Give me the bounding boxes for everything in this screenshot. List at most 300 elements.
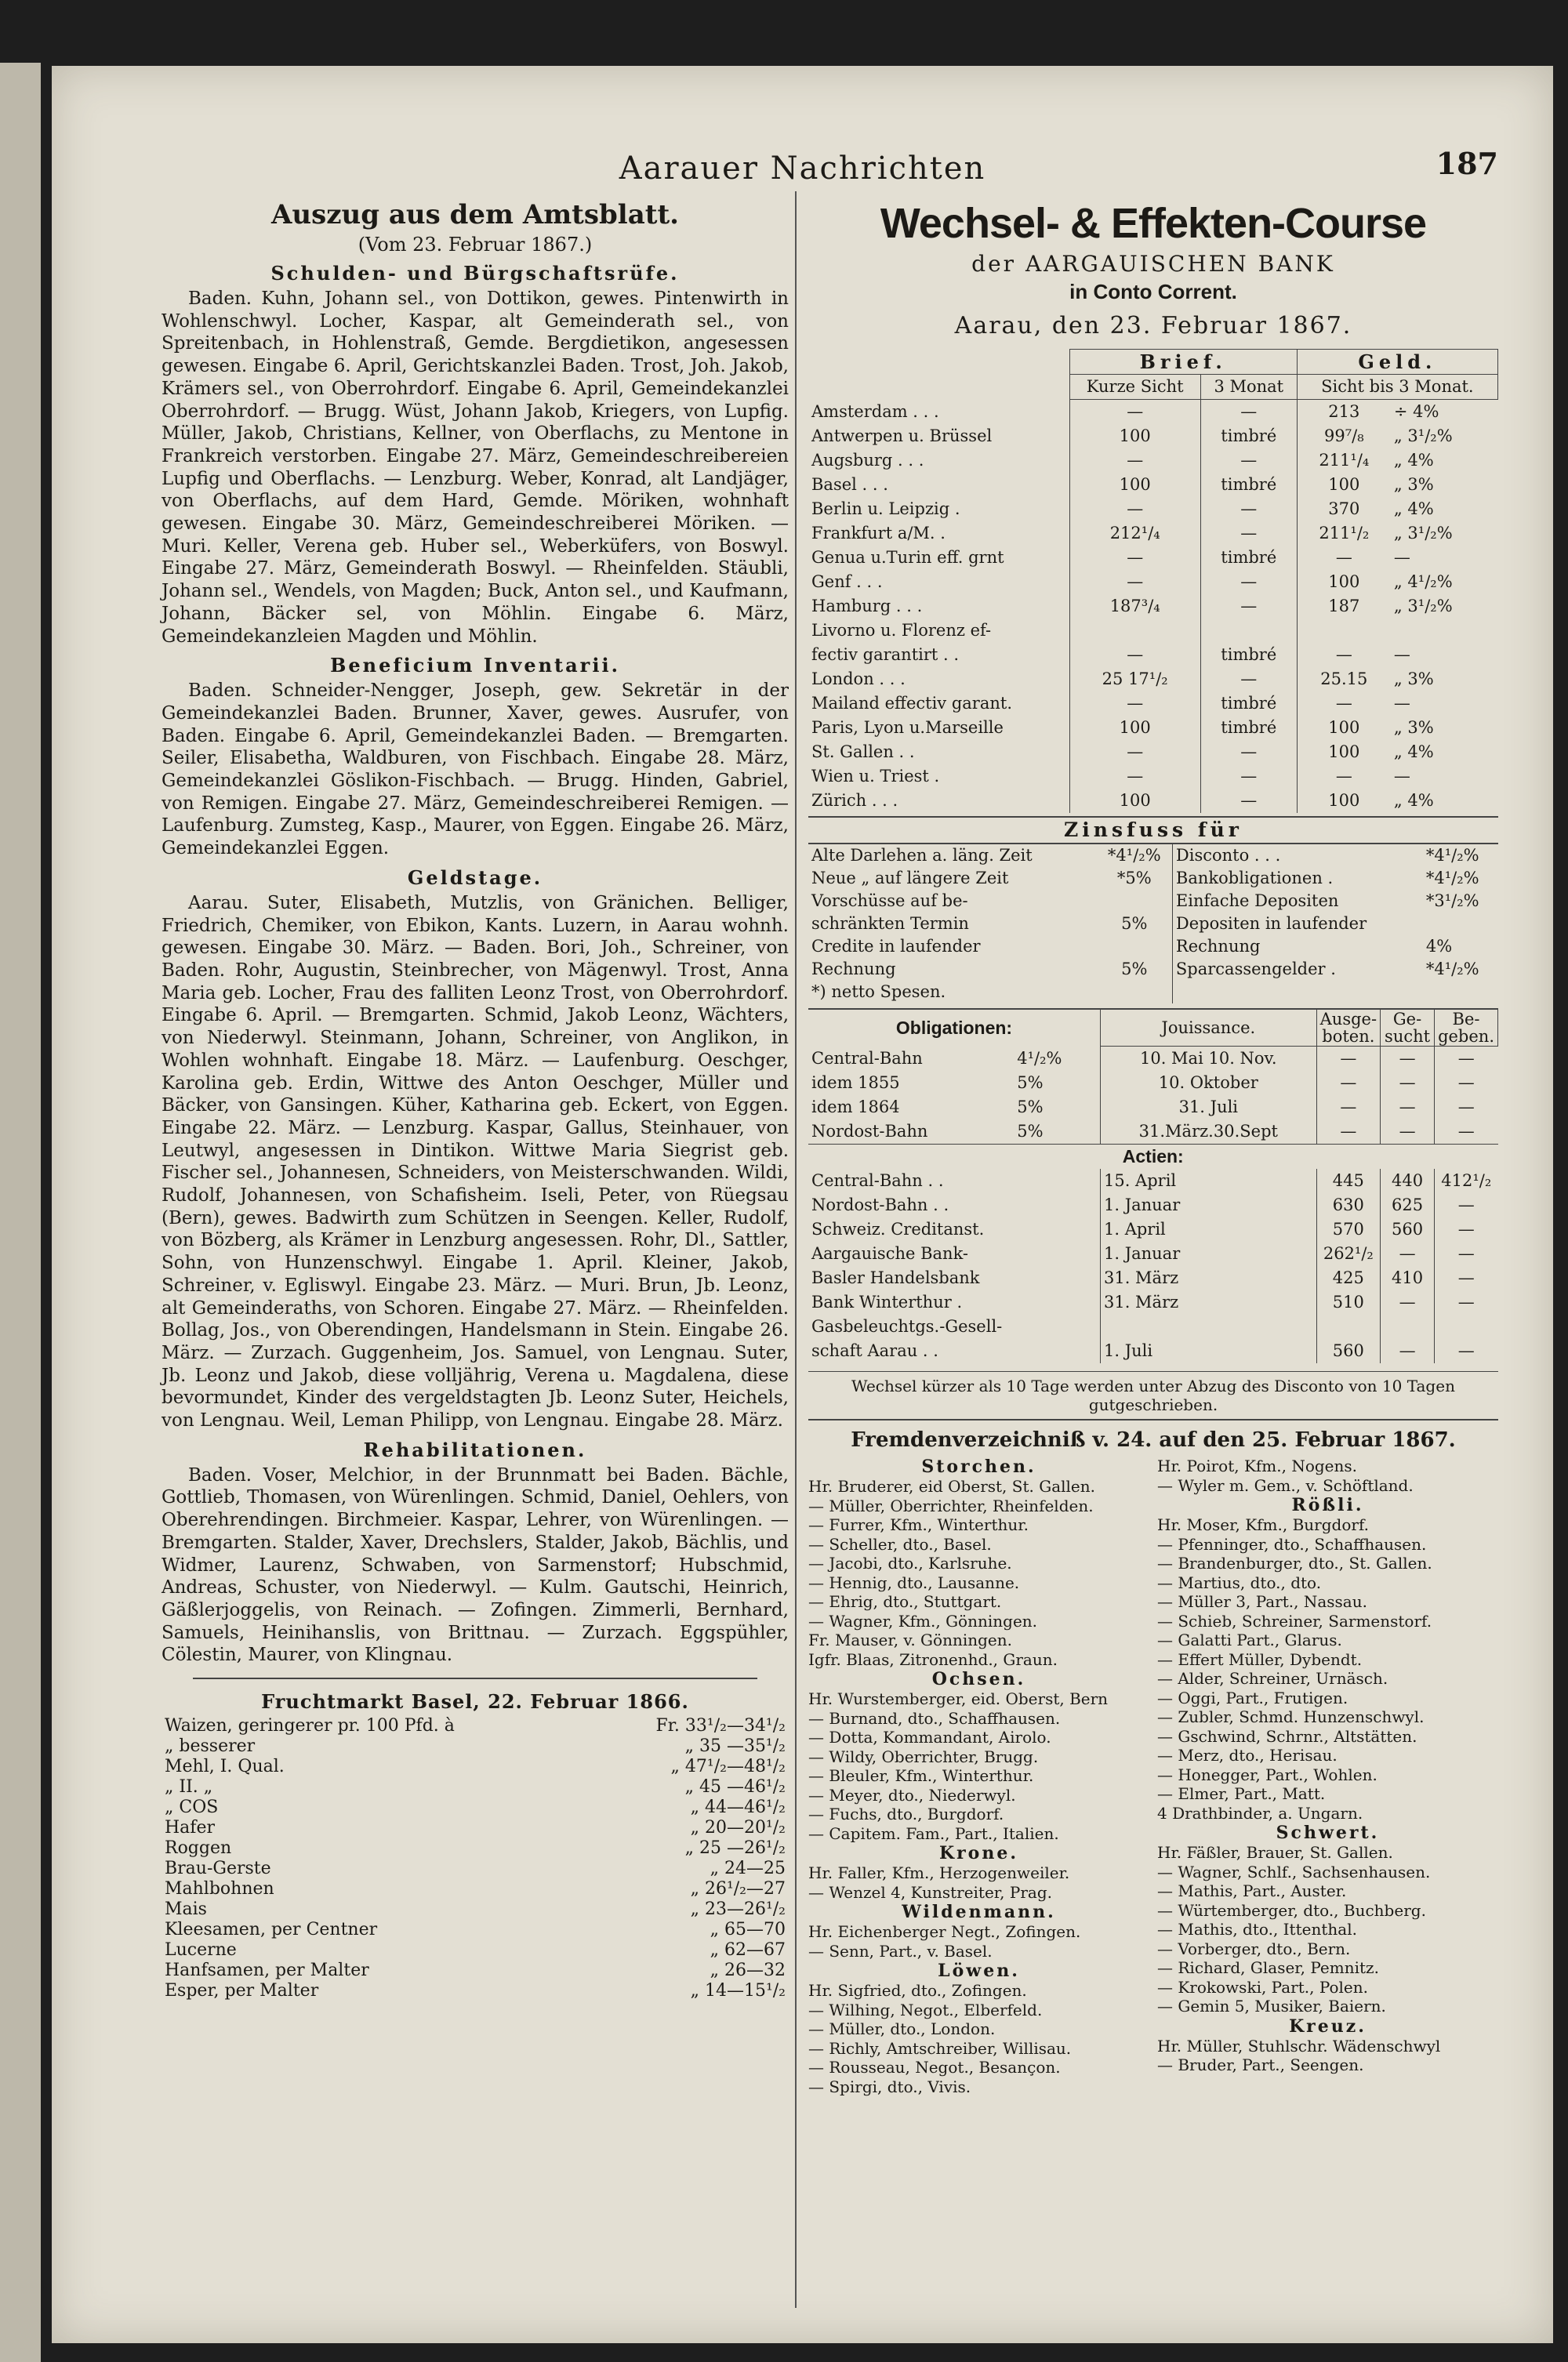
wechsel-note: Wechsel kürzer als 10 Tage werden unter Abzug des Disconto von 10 Tagen gutgeschrieben. — [808, 1371, 1498, 1420]
obligation-name: idem 1864 — [811, 1098, 900, 1116]
rate-row — [808, 424, 1498, 448]
actie-gesucht: 560 — [1381, 1217, 1435, 1242]
zins-rate: 4% — [1425, 937, 1453, 956]
rate-kurze-sicht: — — [1069, 448, 1200, 473]
zins-label: Credite in laufender — [811, 937, 981, 956]
obligation-ausgeboten: — — [1316, 1119, 1380, 1145]
actie-ausgeboten: 630 — [1316, 1193, 1380, 1217]
obligationen-heading: Obligationen: — [895, 1017, 1013, 1038]
column-divider — [795, 191, 797, 2308]
rate-kurze-sicht: 187³/₄ — [1069, 594, 1200, 619]
fruchtmarkt-row — [162, 1899, 789, 1920]
actien-heading: Actien: — [808, 1145, 1498, 1170]
rate-kurze-sicht: 25 17¹/₂ — [1069, 667, 1200, 691]
obligation-ausgeboten: — — [1316, 1095, 1380, 1119]
zins-rate: *4¹/₂% — [1107, 846, 1161, 865]
rate-kurze-sicht: — — [1069, 570, 1200, 594]
rate-kurze-sicht: — — [1069, 740, 1200, 764]
course-date: Aarau, den 23. Februar 1867. — [954, 312, 1352, 339]
fremdenverzeichnis-title: Fremdenverzeichniß v. 24. auf den 25. Februar 1867. — [851, 1428, 1456, 1452]
actie-jouissance — [1100, 1315, 1316, 1339]
rate-row — [808, 521, 1498, 546]
rate-kurze-sicht: 100 — [1069, 716, 1200, 740]
rate-geld: — — [1297, 764, 1391, 789]
fruchtmarkt-row — [162, 1757, 789, 1777]
rate-row — [808, 764, 1498, 789]
rate-discount: — — [1393, 645, 1410, 664]
rate-discount: „ 4% — [1393, 499, 1434, 518]
rate-discount: „ 3% — [1393, 669, 1434, 688]
rate-row — [808, 473, 1498, 497]
rate-row — [808, 546, 1498, 570]
guest-entry: — Capitem. Fam., Part., Italien. — [808, 1823, 1059, 1843]
zins-row — [808, 867, 1498, 890]
frucht-price: „ 26¹/₂—27 — [690, 1879, 786, 1899]
frucht-item: Waizen, geringerer pr. 100 Pfd. à — [165, 1716, 455, 1736]
guest-entry: Hr. Moser, Kfm., Burgdorf. — [1157, 1515, 1369, 1534]
zinsfuss-table — [808, 844, 1498, 1003]
zins-rate: *3¹/₂% — [1425, 891, 1479, 910]
running-header: Aarauer Nachrichten — [619, 151, 986, 187]
actie-gesucht: — — [1381, 1242, 1435, 1266]
rate-geld: 100 — [1297, 740, 1391, 764]
fremdenverzeichnis — [808, 1457, 1498, 2096]
actie-row — [808, 1266, 1498, 1290]
rate-drei-monat: — — [1200, 497, 1297, 521]
zins-label: Sparcassengelder . — [1172, 958, 1422, 981]
obligation-gegeben: — — [1435, 1119, 1498, 1145]
rate-discount: — — [1393, 548, 1410, 567]
fruchtmarkt-row — [162, 1859, 789, 1879]
frucht-item: Mahlbohnen — [165, 1879, 274, 1899]
rate-geld: 100 — [1297, 570, 1391, 594]
conto-line: in Conto Corrent. — [1069, 280, 1237, 303]
rate-row — [808, 691, 1498, 716]
actie-name: Aargauische Bank- — [811, 1244, 969, 1263]
rate-geld: — — [1297, 546, 1391, 570]
frucht-item: Brau-Gerste — [165, 1859, 271, 1879]
frucht-price: „ 45 —46¹/₂ — [684, 1777, 786, 1798]
guest-entry: — Richard, Glaser, Pemnitz. — [1157, 1958, 1379, 1977]
bank-name: der AARGAUISCHEN BANK — [971, 251, 1335, 277]
obligation-gesucht: — — [1381, 1071, 1435, 1095]
obligation-gesucht: — — [1381, 1119, 1435, 1145]
rate-row — [808, 643, 1498, 667]
guest-entry: — Müller 3, Part., Nassau. — [1157, 1592, 1367, 1611]
rate-row — [808, 716, 1498, 740]
rate-discount: ÷ 4% — [1393, 402, 1439, 421]
rate-drei-monat: — — [1200, 570, 1297, 594]
obligation-jouissance: 10. Oktober — [1100, 1071, 1316, 1095]
guest-entry: — Burnand, dto., Schaffhausen. — [808, 1708, 1061, 1728]
rate-row — [808, 570, 1498, 594]
guest-entry: — Bleuler, Kfm., Winterthur. — [808, 1766, 1034, 1785]
obligation-jouissance: 31.März.30.Sept — [1100, 1119, 1316, 1145]
actie-gegeben: — — [1435, 1290, 1498, 1315]
rate-kurze-sicht: 100 — [1069, 424, 1200, 448]
rate-drei-monat: timbré — [1200, 716, 1297, 740]
rate-drei-monat: — — [1200, 400, 1297, 425]
amtsblatt-title: Auszug aus dem Amtsblatt. — [271, 199, 679, 230]
guest-entry: Hr. Eichenberger Negt., Zofingen. — [808, 1922, 1081, 1941]
rate-place: Amsterdam . . . — [811, 401, 939, 421]
obligation-row — [808, 1071, 1498, 1095]
zins-rate — [1097, 935, 1173, 958]
guest-entry: — Fuchs, dto., Burgdorf. — [808, 1805, 1004, 1823]
zins-label: Einfache Depositen — [1172, 890, 1422, 913]
frucht-price: Fr. 33¹/₂—34¹/₂ — [655, 1716, 786, 1736]
zins-rate — [1423, 913, 1498, 935]
guest-entry: — Gemin 5, Musiker, Baiern. — [1157, 1997, 1386, 2016]
frucht-price: „ 25 —26¹/₂ — [684, 1838, 786, 1859]
rate-discount: „ 4% — [1393, 742, 1434, 761]
gesucht-header: Ge- sucht — [1381, 1009, 1435, 1047]
rate-geld: 370 — [1297, 497, 1391, 521]
rate-geld: — — [1297, 643, 1391, 667]
zins-row — [808, 958, 1498, 981]
zinsfuss-heading: Zinsfuss für — [808, 816, 1498, 844]
hotel-heading: Ochsen. — [931, 1669, 1026, 1689]
frucht-item: Mais — [165, 1899, 207, 1920]
obligation-jouissance: 10. Mai 10. Nov. — [1100, 1047, 1316, 1072]
rate-geld: 187 — [1297, 594, 1391, 619]
rate-place: Zürich . . . — [811, 791, 898, 810]
rate-discount — [1391, 619, 1498, 643]
guest-entry: — Effert Müller, Dybendt. — [1157, 1649, 1363, 1669]
rate-row — [808, 619, 1498, 643]
fruchtmarkt-row — [162, 1777, 789, 1798]
rate-discount: „ 4% — [1393, 451, 1434, 470]
rate-place: Genua u.Turin eff. grnt — [811, 548, 1004, 567]
actie-name: Nordost-Bahn . . — [811, 1196, 949, 1214]
zins-row — [808, 913, 1498, 935]
guest-entry: — Wagner, Schlf., Sachsenhausen. — [1157, 1862, 1431, 1881]
guest-entry: Hr. Fäßler, Brauer, St. Gallen. — [1157, 1843, 1393, 1862]
obligation-rate: 4¹/₂% — [1017, 1048, 1062, 1068]
actie-row — [808, 1169, 1498, 1193]
actie-gegeben: 412¹/₂ — [1435, 1169, 1498, 1193]
actie-jouissance: 31. März — [1100, 1290, 1316, 1315]
rate-discount: — — [1393, 694, 1410, 713]
obligation-gegeben: — — [1435, 1071, 1498, 1095]
guest-entry: — Vorberger, dto., Bern. — [1157, 1939, 1351, 1958]
rate-kurze-sicht: 100 — [1069, 473, 1200, 497]
rate-row — [808, 740, 1498, 764]
rate-drei-monat: — — [1200, 594, 1297, 619]
rate-drei-monat: — — [1200, 789, 1297, 813]
geldstage-text: Aarau. Suter, Elisabeth, Mutzlis, von Gränichen. Belliger, Friedrich, Chemiker, von Ebikon, Kants. Luzern, in Aarau wohnh. gewesen. Eingabe 30. März. — Baden. Bori, Joh., Schreiner, von Baden. Rohr, Augustin, Steinbrecher, von Mägenwyl. Trost, Anna Maria geb. Locher, Frau des falliten Leonz Trost, von Oberrohrdorf. Eingabe 6. April. — Bremgarten. Schmid, Jakob Leonz, Wächters, von Niederwyl. Steinmann, Johann, Schreiner, von Anglikon, in Wohlen wohnhaft. Eingabe 18. März. — Laufenburg. Oeschger, Karolina geb. Erdin, Wittwe des Anton Oeschger, Müller und Bäcker, von Gansingen. Küher, Katharina geb. Eckert, von Eggen. Eingabe 22. März. — Lenzburg. Kaspar, Gallus, Steinhauer, von Leutwyl, angesessen in Dintikon. Wittwe Maria Siegrist geb. Fischer sel., Johannesen, Schneiders, von Meisterschwanden. Wildi, Rudolf, Johannesen, von Schafisheim. Iseli, Peter, von Rüegsau (Bern), gewes. Badwirth zum Schützen in Seengen. Keller, Rudolf, von Bözberg, als Krämer in Lenzburg angesessen. Rohr, Dl., Sattler, Sohn, von Hunzenschwyl. Eingabe 1. April. Kleiner, Jakob, Schreiner, v. Egliswyl. Eingabe 23. März. — Muri. Brun, Jb. Leonz, alt Gemeinderaths, von Schoren. Eingabe 27. März. — Rheinfelden. Bollag, Jos., von Oberendingen, Handelsmann in Stein. Eingabe 26. März. — Zurzach. Guggenheim, Jos. Samuel, von Lengnau. Suter, Jb. Leonz und Jakob, diese volljährig, Verena u. Magdalena, diese bevormundet, Kinder des vergeldstagten Jb. Leonz Suter, Heichels, von Lengnau. Weil, Leman Philipp, von Lengnau. Eingabe 28. März. — [162, 892, 789, 1431]
actie-jouissance: 1. Januar — [1100, 1242, 1316, 1266]
frucht-item: „ besserer — [165, 1736, 256, 1757]
fruchtmarkt-row — [162, 1940, 789, 1961]
guest-entry: — Zubler, Schmd. Hunzenschwyl. — [1157, 1707, 1425, 1726]
actie-name: Basler Handelsbank — [811, 1268, 980, 1287]
actie-gesucht — [1381, 1315, 1435, 1339]
fruchtmarkt-row — [162, 1736, 789, 1757]
hotel-heading: Wildenmann. — [902, 1902, 1056, 1922]
zins-label: schränkten Termin — [811, 914, 969, 933]
zins-rate: *4¹/₂% — [1425, 869, 1479, 887]
rate-kurze-sicht: — — [1069, 764, 1200, 789]
actie-jouissance: 1. Januar — [1100, 1193, 1316, 1217]
obligation-rate: 5% — [1017, 1073, 1044, 1092]
actie-ausgeboten: 445 — [1316, 1169, 1380, 1193]
guest-entry: — Wyler m. Gem., v. Schöftland. — [1157, 1475, 1414, 1495]
rate-geld: — — [1297, 691, 1391, 716]
hotel-heading: Krone. — [938, 1843, 1019, 1863]
guest-entry: — Spirgi, dto., Vivis. — [808, 2077, 971, 2096]
rate-drei-monat: — — [1200, 448, 1297, 473]
frucht-price: „ 65—70 — [710, 1920, 786, 1940]
actie-jouissance: 31. März — [1100, 1266, 1316, 1290]
zins-row — [808, 890, 1498, 913]
frucht-item: Hanfsamen, per Malter — [165, 1961, 369, 1981]
zins-rate — [1423, 981, 1498, 1003]
guest-entry: — Wildy, Oberrichter, Brugg. — [808, 1747, 1039, 1766]
guest-entry: Hr. Bruderer, eid Oberst, St. Gallen. — [808, 1477, 1095, 1496]
rate-discount: „ 3% — [1393, 718, 1434, 737]
actie-gegeben: — — [1435, 1217, 1498, 1242]
guest-entry: — Martius, dto., dto. — [1157, 1573, 1322, 1592]
rate-drei-monat — [1200, 619, 1297, 643]
rate-kurze-sicht: — — [1069, 400, 1200, 425]
guest-entry: — Richly, Amtschreiber, Willisau. — [808, 2038, 1072, 2058]
guest-entry: — Brandenburger, dto., St. Gallen. — [1157, 1554, 1432, 1573]
guest-entry: — Wilhing, Negot., Elberfeld. — [808, 2000, 1043, 2019]
rate-drei-monat: — — [1200, 667, 1297, 691]
guest-entry: — Oggi, Part., Frutigen. — [1157, 1688, 1348, 1707]
rate-place: Antwerpen u. Brüssel — [811, 426, 993, 445]
fruchtmarkt-row — [162, 1716, 789, 1736]
fruchtmarkt-row — [162, 1920, 789, 1940]
actie-row — [808, 1242, 1498, 1266]
rate-drei-monat: — — [1200, 521, 1297, 546]
frucht-price: „ 23—26¹/₂ — [690, 1899, 786, 1920]
actie-ausgeboten — [1316, 1315, 1380, 1339]
rate-geld: 100 — [1297, 789, 1391, 813]
rate-geld: 213 — [1297, 400, 1391, 425]
right-column — [808, 199, 1498, 2096]
actie-ausgeboten: 570 — [1316, 1217, 1380, 1242]
rate-kurze-sicht: — — [1069, 546, 1200, 570]
guest-entry: Fr. Mauser, v. Gönningen. — [808, 1631, 1012, 1649]
frucht-price: „ 44—46¹/₂ — [690, 1798, 786, 1818]
frucht-price: „ 14—15¹/₂ — [690, 1981, 786, 2001]
hotel-heading: Löwen. — [938, 1961, 1020, 1981]
guest-entry: — Ehrig, dto., Stuttgart. — [808, 1592, 1002, 1611]
drei-monat-header: 3 Monat — [1200, 375, 1297, 400]
obligation-gegeben: — — [1435, 1047, 1498, 1072]
guest-entry: — Müller, dto., London. — [808, 2019, 996, 2038]
rate-discount: — — [1393, 767, 1410, 786]
rate-row — [808, 448, 1498, 473]
zins-rate: *5% — [1116, 869, 1152, 887]
zins-rate — [1097, 981, 1173, 1003]
zins-label: Rechnung — [811, 960, 896, 978]
obligation-row — [808, 1095, 1498, 1119]
rate-discount: „ 3¹/₂% — [1393, 524, 1453, 542]
actie-ausgeboten: 262¹/₂ — [1316, 1242, 1380, 1266]
obligation-jouissance: 31. Juli — [1100, 1095, 1316, 1119]
rate-row — [808, 497, 1498, 521]
guest-entry: — Krokowski, Part., Polen. — [1157, 1977, 1368, 1997]
obligation-row — [808, 1119, 1498, 1145]
actie-ausgeboten: 510 — [1316, 1290, 1380, 1315]
guest-entry: — Galatti Part., Glarus. — [1157, 1631, 1342, 1649]
zins-row — [808, 981, 1498, 1003]
rate-discount: „ 4% — [1393, 791, 1434, 810]
rate-kurze-sicht: 100 — [1069, 789, 1200, 813]
geld-header: Geld. — [1297, 350, 1497, 375]
guest-entry: — Mathis, Part., Auster. — [1157, 1881, 1347, 1900]
actie-row — [808, 1290, 1498, 1315]
guest-entry: Igfr. Blaas, Zitronenhd., Graun. — [808, 1649, 1058, 1669]
rate-geld: 211¹/₂ — [1297, 521, 1391, 546]
section-rule — [193, 1678, 757, 1679]
frucht-item: Mehl, I. Qual. — [165, 1757, 285, 1777]
guest-entry: — Pfenninger, dto., Schaffhausen. — [1157, 1534, 1427, 1554]
rate-kurze-sicht: — — [1069, 497, 1200, 521]
guest-entry: — Elmer, Part., Matt. — [1157, 1784, 1326, 1803]
guest-entry: Hr. Müller, Stuhlschr. Wädenschwyl — [1157, 2036, 1441, 2055]
beneficium-heading: Beneficium Inventarii. — [330, 654, 620, 677]
guest-entry: — Müller, Oberrichter, Rheinfelden. — [808, 1496, 1094, 1515]
rate-place: Wien u. Triest . — [811, 767, 940, 786]
fremden-right-column — [1157, 1457, 1498, 2096]
rate-row — [808, 667, 1498, 691]
rate-drei-monat: timbré — [1200, 643, 1297, 667]
rate-geld: 99⁷/₈ — [1297, 424, 1391, 448]
hotel-heading: Storchen. — [921, 1457, 1036, 1477]
guest-entry: — Gschwind, Schrnr., Altstätten. — [1157, 1726, 1417, 1746]
gegeben-header: Be- geben. — [1435, 1009, 1498, 1047]
ausgeboten-header: Ausge- boten. — [1316, 1009, 1380, 1047]
frucht-item: Hafer — [165, 1818, 215, 1838]
rate-place: Hamburg . . . — [811, 597, 923, 615]
rate-place: Basel . . . — [811, 475, 888, 494]
obligation-ausgeboten: — — [1316, 1071, 1380, 1095]
page-number: 187 — [1436, 146, 1498, 181]
rate-place: London . . . — [811, 669, 906, 688]
rate-drei-monat: — — [1200, 740, 1297, 764]
guest-entry: Hr. Wurstemberger, eid. Oberst, Bern — [808, 1689, 1109, 1708]
actie-name: Gasbeleuchtgs.-Gesell- — [811, 1317, 1003, 1336]
actie-row — [808, 1315, 1498, 1339]
guest-entry: — Würtemberger, dto., Buchberg. — [1157, 1900, 1426, 1920]
actie-gegeben: — — [1435, 1266, 1498, 1290]
zins-rate — [1097, 890, 1173, 913]
guest-entry: — Bruder, Part., Seengen. — [1157, 2055, 1364, 2074]
fruchtmarkt-row — [162, 1981, 789, 2001]
fruchtmarkt-title: Fruchtmarkt Basel, 22. Februar 1866. — [261, 1690, 689, 1714]
zins-label: Bankobligationen . — [1172, 867, 1422, 890]
actie-ausgeboten: 560 — [1316, 1339, 1380, 1363]
frucht-price: „ 47¹/₂—48¹/₂ — [670, 1757, 786, 1777]
zins-label: Disconto . . . — [1172, 844, 1422, 867]
actie-gegeben: — — [1435, 1242, 1498, 1266]
fruchtmarkt-row — [162, 1798, 789, 1818]
obligation-name: idem 1855 — [811, 1073, 900, 1092]
zins-row — [808, 844, 1498, 867]
schulden-heading: Schulden- und Bürgschaftsrüfe. — [270, 262, 680, 285]
rate-row — [808, 789, 1498, 813]
jouissance-header: Jouissance. — [1100, 1009, 1316, 1047]
frucht-price: „ 26—32 — [710, 1961, 786, 1981]
guest-entry: — Wagner, Kfm., Gönningen. — [808, 1611, 1038, 1631]
actie-row — [808, 1339, 1498, 1363]
fruchtmarkt-table — [162, 1716, 789, 2001]
guest-entry: — Wenzel 4, Kunstreiter, Prag. — [808, 1882, 1052, 1902]
obligation-gegeben: — — [1435, 1095, 1498, 1119]
frucht-price: „ 20—20¹/₂ — [690, 1818, 786, 1838]
fremden-left-column — [808, 1457, 1149, 2096]
zins-rate: 5% — [1121, 960, 1148, 978]
frucht-price: „ 35 —35¹/₂ — [684, 1736, 786, 1757]
amtsblatt-date: (Vom 23. Februar 1867.) — [358, 234, 593, 256]
actie-jouissance: 15. April — [1100, 1169, 1316, 1193]
actie-gegeben: — — [1435, 1339, 1498, 1363]
rate-discount: „ 3% — [1393, 475, 1434, 494]
kurze-sicht-header: Kurze Sicht — [1069, 375, 1200, 400]
guest-entry: — Hennig, dto., Lausanne. — [808, 1573, 1020, 1592]
frucht-item: „ II. „ — [165, 1777, 213, 1798]
guest-entry: — Furrer, Kfm., Winterthur. — [808, 1515, 1029, 1534]
rate-place: Frankfurt a/M. . — [811, 524, 946, 542]
obligation-name: Central-Bahn — [811, 1048, 923, 1068]
zins-label: Alte Darlehen a. läng. Zeit — [811, 846, 1033, 865]
rehabilitationen-heading: Rehabilitationen. — [363, 1438, 587, 1461]
actie-gesucht: 625 — [1381, 1193, 1435, 1217]
actie-row — [808, 1217, 1498, 1242]
securities-table — [808, 1008, 1498, 1363]
rate-geld: 100 — [1297, 473, 1391, 497]
rate-place: Mailand effectiv garant. — [811, 694, 1013, 713]
rate-geld — [1297, 619, 1391, 643]
schulden-text: Baden. Kuhn, Johann sel., von Dottikon, gewes. Pintenwirth in Wohlenschwyl. Locher, Kaspar, alt Gemeinderath sel., von Spreitenbach, in Hohlenstraß, Gemde. Bergdietikon, angesessen gewesen. Eingabe 6. April, Gerichtskanzlei Baden. Trost, Joh. Jakob, Krämers sel., von Oberrohrdorf. Eingabe 6. April, Gemeindekanzlei Oberrohrdorf. — Brugg. Wüst, Johann Jakob, Kriegers, von Lupfig. Müller, Jakob, Christians, Kellner, von Oberflachs, zu Mentone in Frankreich verstorben. Eingabe 27. März, Gemeindeschreibereien Lupfig und Oberflachs. — Lenzburg. Weber, Konrad, alt Landjäger, von Oberflachs, auf dem Hard, Gemde. Möriken, wohnhaft gewesen. Eingabe 30. März, Gemeindeschreiberei Möriken. — Muri. Keller, Verena geb. Huber sel., Weberküfers, von Boswyl. Eingabe 27. März, Gemeinderath Boswyl. — Rheinfelden. Stäubli, Johann sel., Wendels, von Magden; Buck, Anton sel., und Kaufmann, Johann, Bäcker sel, von Möhlin. Eingabe 6. März, Gemeindekanzleien Magden und Möhlin. — [162, 288, 789, 647]
rate-drei-monat: — — [1200, 764, 1297, 789]
rehabilitationen-text: Baden. Voser, Melchior, in der Brunnmatt bei Baden. Bächle, Gottlieb, Thomasen, von Würenlingen. Schmid, Daniel, Oehlers, von Oberehrendingen. Birchmeier. Kaspar, Lehrer, von Würenlingen. — Bremgarten. Stalder, Xaver, Drechslers, Stalder, Jakob, Bächlis, und Widmer, Laurenz, Schwaben, von Sarmenstorf; Hubschmid, Andreas, Schuster, von Niederwyl. — Kulm. Gautschi, Heinrich, Gäßlerjoggelis, von Reinach. — Zofingen. Zimmerli, Bernhard, Samuels, Heinihanslis, von Brittnau. — Zurzach. Eggspühler, Cölestin, Maurer, von Klingnau. — [162, 1464, 789, 1666]
guest-entry: — Jacobi, dto., Karlsruhe. — [808, 1554, 1012, 1573]
guest-entry: 4 Drathbinder, a. Ungarn. — [1157, 1803, 1363, 1823]
zins-row — [808, 935, 1498, 958]
guest-entry: — Merz, dto., Herisau. — [1157, 1746, 1338, 1765]
hotel-heading: Kreuz. — [1289, 2016, 1367, 2037]
obligation-rate: 5% — [1017, 1098, 1044, 1116]
sicht-header: Sicht bis 3 Monat. — [1297, 375, 1497, 400]
course-title: Wechsel- & Effekten-Course — [880, 200, 1427, 247]
zins-label: Neue „ auf längere Zeit — [811, 869, 1009, 887]
hotel-heading: Schwert. — [1276, 1823, 1380, 1843]
zins-label: Rechnung — [1172, 935, 1422, 958]
zins-rate: *4¹/₂% — [1425, 960, 1479, 978]
fruchtmarkt-row — [162, 1961, 789, 1981]
left-column — [162, 199, 789, 2001]
zins-label: *) netto Spesen. — [811, 982, 946, 1001]
frucht-item: Roggen — [165, 1838, 232, 1859]
rate-row — [808, 594, 1498, 619]
rate-drei-monat: timbré — [1200, 424, 1297, 448]
frucht-item: Esper, per Malter — [165, 1981, 319, 2001]
fruchtmarkt-row — [162, 1838, 789, 1859]
actie-name: Central-Bahn . . — [811, 1171, 944, 1190]
rate-place: Berlin u. Leipzig . — [811, 499, 960, 518]
rate-place: fectiv garantirt . . — [811, 645, 960, 664]
guest-entry: — Alder, Schreiner, Urnäsch. — [1157, 1669, 1388, 1688]
guest-entry: — Senn, Part., v. Basel. — [808, 1941, 993, 1961]
actie-gesucht: — — [1381, 1339, 1435, 1363]
obligation-row — [808, 1047, 1498, 1072]
rate-geld: 25.15 — [1297, 667, 1391, 691]
